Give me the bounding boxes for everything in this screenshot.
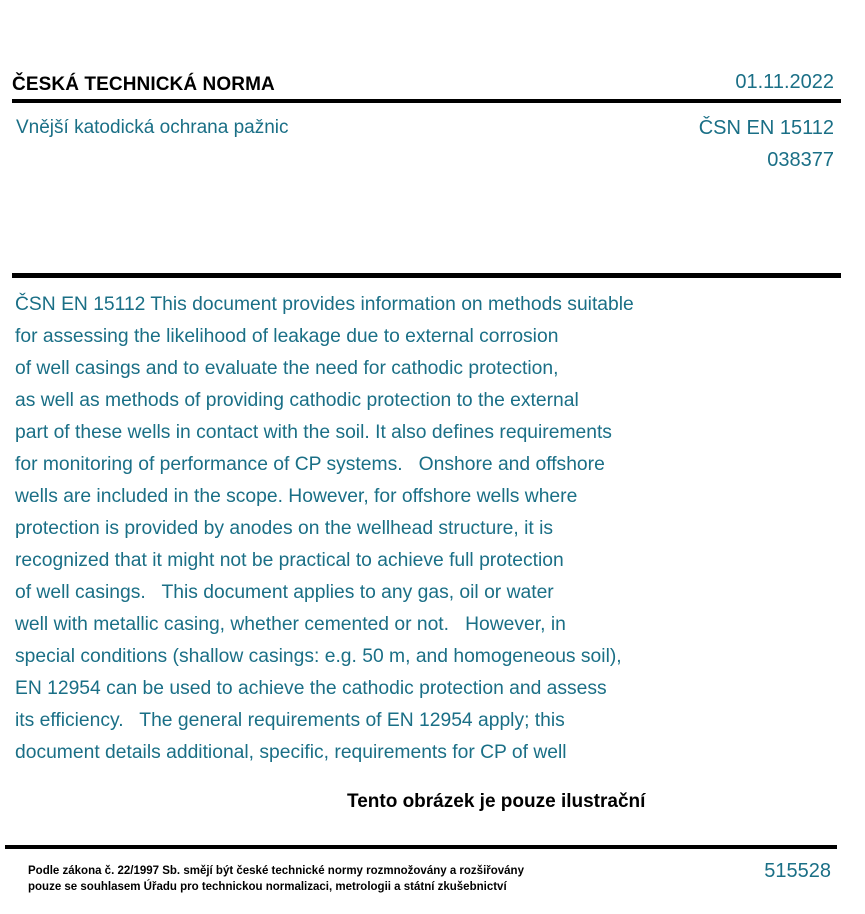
catalog-number: 038377 [767, 149, 834, 171]
abstract-line: EN 12954 can be used to achieve the cathodic protection and assess [15, 678, 607, 699]
abstract-line: as well as methods of providing cathodic protection to the external [15, 390, 579, 411]
abstract-text [15, 289, 735, 769]
abstract-line: part of these wells in contact with the soil. It also defines requirements [15, 422, 612, 443]
footer-divider [5, 845, 837, 849]
abstract-line: well with metallic casing, whether cemented or not. However, in [15, 614, 566, 635]
abstract-line: special conditions (shallow casings: e.g. 50 m, and homogeneous soil), [15, 646, 622, 667]
abstract-line: for assessing the likelihood of leakage due to external corrosion [15, 326, 559, 347]
legal-notice-line: Podle zákona č. 22/1997 Sb. smějí být české technické normy rozmnožovány a rozšiřovány [28, 865, 524, 877]
abstract-line: its efficiency. The general requirements of EN 12954 apply; this [15, 710, 565, 731]
abstract-line: protection is provided by anodes on the wellhead structure, it is [15, 518, 554, 539]
abstract-line: for monitoring of performance of CP systems. Onshore and offshore [15, 454, 605, 475]
publication-date: 01.11.2022 [735, 71, 834, 93]
abstract-line: of well casings and to evaluate the need for cathodic protection, [15, 358, 559, 379]
abstract-line: ČSN EN 15112 This document provides information on methods suitable [15, 294, 634, 315]
illustration-notice: Tento obrázek je pouze ilustrační [347, 791, 646, 812]
abstract-line: wells are included in the scope. However, for offshore wells where [15, 486, 578, 507]
abstract-line: recognized that it might not be practical to achieve full protection [15, 550, 564, 571]
legal-notice [28, 863, 524, 895]
document-title: Vnější katodická ochrana pažnic [16, 117, 289, 138]
standard-type-heading: ČESKÁ TECHNICKÁ NORMA [12, 74, 275, 95]
standard-code: ČSN EN 15112 [698, 117, 834, 139]
document-number: 515528 [764, 860, 831, 882]
header-divider [12, 99, 841, 103]
abstract-line: document details additional, specific, requirements for CP of well [15, 742, 567, 763]
abstract-line: of well casings. This document applies to any gas, oil or water [15, 582, 554, 603]
section-divider [12, 273, 841, 278]
legal-notice-line: pouze se souhlasem Úřadu pro technickou normalizaci, metrologii a státní zkušebnictví [28, 881, 507, 893]
